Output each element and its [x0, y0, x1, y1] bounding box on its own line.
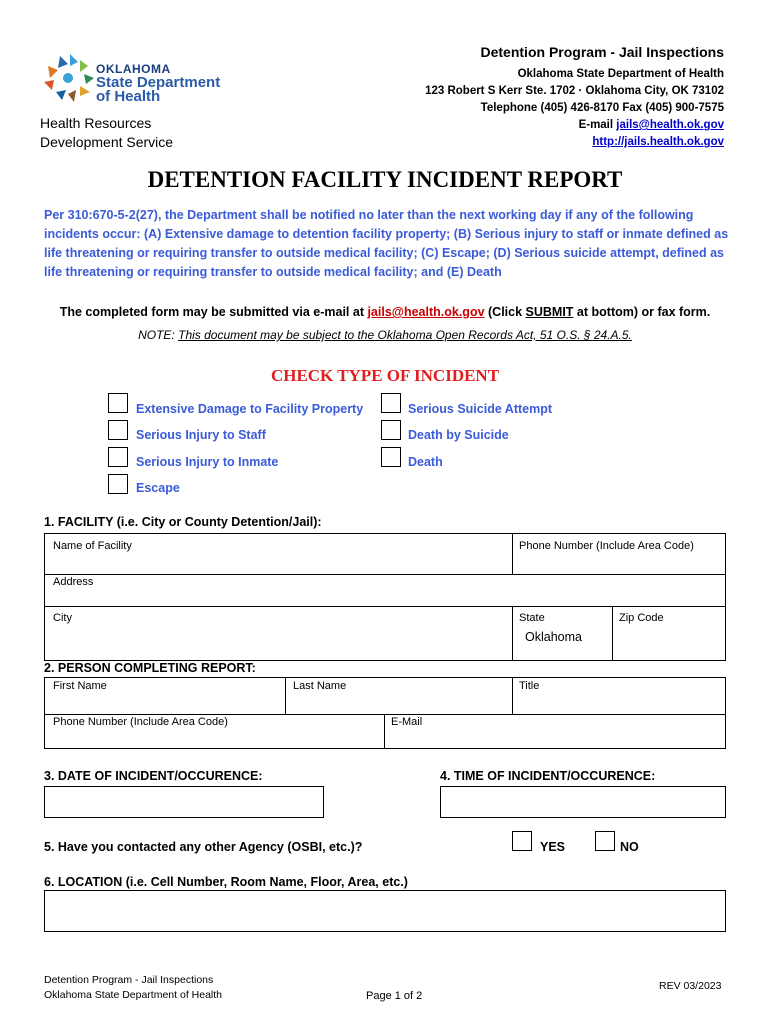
person-heading: 2. PERSON COMPLETING REPORT: — [44, 661, 256, 675]
dept-email-line — [425, 117, 724, 134]
submit-mid: (Click — [484, 305, 526, 319]
time-input[interactable] — [440, 786, 726, 818]
service-line-2: Development Service — [40, 134, 174, 150]
staff-injury-label: Serious Injury to Staff — [136, 428, 266, 442]
footer-left — [44, 973, 222, 1003]
footer-line-2: Oklahoma State Department of Health — [44, 989, 223, 1001]
program-name: Detention Program - Jail Inspections — [480, 44, 724, 60]
person-phone-field[interactable]: Phone Number (Include Area Code) — [53, 716, 228, 728]
revision: REV 03/2023 — [659, 980, 722, 992]
staff-injury-checkbox[interactable] — [108, 420, 128, 440]
page-title: DETENTION FACILITY INCIDENT REPORT — [147, 167, 623, 192]
suicide-attempt-label: Serious Suicide Attempt — [408, 402, 553, 416]
facility-heading: 1. FACILITY (i.e. City or County Detention/Jail): — [44, 515, 322, 529]
time-heading: 4. TIME OF INCIDENT/OCCURENCE: — [440, 769, 656, 783]
logo-line-3: of Health — [96, 88, 161, 105]
facility-phone-field[interactable]: Phone Number (Include Area Code) — [519, 540, 694, 552]
facility-state-label: State — [519, 612, 545, 624]
dept-name: Oklahoma State Department of Health — [517, 68, 724, 80]
facility-state-value[interactable]: Oklahoma — [525, 630, 582, 644]
person-email-field[interactable]: E-Mail — [391, 716, 423, 728]
title-field[interactable]: Title — [519, 680, 540, 692]
escape-checkbox[interactable] — [108, 474, 128, 494]
service-name — [40, 114, 173, 152]
logo-line-1: OKLAHOMA — [96, 62, 171, 76]
damage-label: Extensive Damage to Facility Property — [136, 402, 364, 416]
facility-name-field[interactable]: Name of Facility — [53, 540, 132, 552]
location-input[interactable] — [44, 890, 726, 932]
death-suicide-label: Death by Suicide — [408, 428, 509, 442]
person-table — [44, 677, 726, 749]
dept-phone: Telephone (405) 426-8170 Fax (405) 900-7575 — [480, 102, 724, 114]
agency-yes-label: YES — [540, 840, 566, 854]
agency-no-checkbox[interactable] — [595, 831, 615, 851]
dept-website-link[interactable]: http://jails.health.ok.gov — [592, 136, 724, 148]
footer-line-1: Detention Program - Jail Inspections — [44, 974, 214, 986]
death-checkbox[interactable] — [381, 447, 401, 467]
first-name-field[interactable]: First Name — [53, 680, 107, 692]
note-text: This document may be subject to the Oklahoma Open Records Act, 51 O.S. § 24.A.5. — [178, 328, 632, 342]
facility-table — [44, 533, 726, 661]
location-heading: 6. LOCATION (i.e. Cell Number, Room Name, Floor, Area, etc.) — [44, 875, 408, 889]
logo-line-2: State Department — [96, 74, 221, 91]
agency-yes-checkbox[interactable] — [512, 831, 532, 851]
submit-instructions — [0, 305, 770, 319]
date-heading: 3. DATE OF INCIDENT/OCCURENCE: — [44, 769, 263, 783]
suicide-attempt-checkbox[interactable] — [381, 393, 401, 413]
damage-checkbox[interactable] — [108, 393, 128, 413]
agency-question: 5. Have you contacted any other Agency (OSBI, etc.)? — [44, 840, 363, 854]
submit-post: at bottom) or fax form. — [573, 305, 711, 319]
check-type-heading: CHECK TYPE OF INCIDENT — [270, 366, 500, 385]
inmate-injury-checkbox[interactable] — [108, 447, 128, 467]
osdh-logo-icon — [40, 52, 102, 104]
dept-address: 123 Robert S Kerr Ste. 1702 · Oklahoma City, OK 73102 — [425, 85, 724, 97]
submit-email-link[interactable]: jails@health.ok.gov — [367, 305, 485, 319]
website-line — [425, 134, 724, 151]
dept-email-link[interactable]: jails@health.ok.gov — [616, 119, 724, 131]
submit-word: SUBMIT — [525, 305, 574, 319]
escape-label: Escape — [136, 481, 180, 495]
facility-zip-field[interactable]: Zip Code — [619, 612, 664, 624]
service-line-1: Health Resources — [40, 115, 152, 131]
facility-city-field[interactable]: City — [53, 612, 72, 624]
inmate-injury-label: Serious Injury to Inmate — [136, 455, 279, 469]
last-name-field[interactable]: Last Name — [293, 680, 347, 692]
facility-address-field[interactable]: Address — [53, 576, 94, 588]
submit-pre: The completed form may be submitted via e-mail at — [59, 305, 368, 319]
note-prefix: NOTE: — [138, 328, 179, 342]
email-prefix: E-mail — [578, 119, 617, 131]
agency-no-label: NO — [620, 840, 639, 854]
intro-text: Per 310:670-5-2(27), the Department shall be notified no later than the next working day if any of the following incidents occur: (A) Extensive damage to detention facility property; (B) Serious injury to staff or inmate defined as life threatening or requiring transfer to outside medical facility; (C) Escape; (D) Serious suicide attempt, defined as life threatening or requiring transfer to outside medical facility; and (E) Death — [44, 208, 729, 279]
logo-wordmark — [96, 62, 220, 104]
contact-block — [425, 44, 724, 151]
date-input[interactable] — [44, 786, 324, 818]
death-label: Death — [408, 455, 443, 469]
page-number: Page 1 of 2 — [366, 990, 423, 1002]
open-records-note — [0, 328, 770, 342]
death-suicide-checkbox[interactable] — [381, 420, 401, 440]
